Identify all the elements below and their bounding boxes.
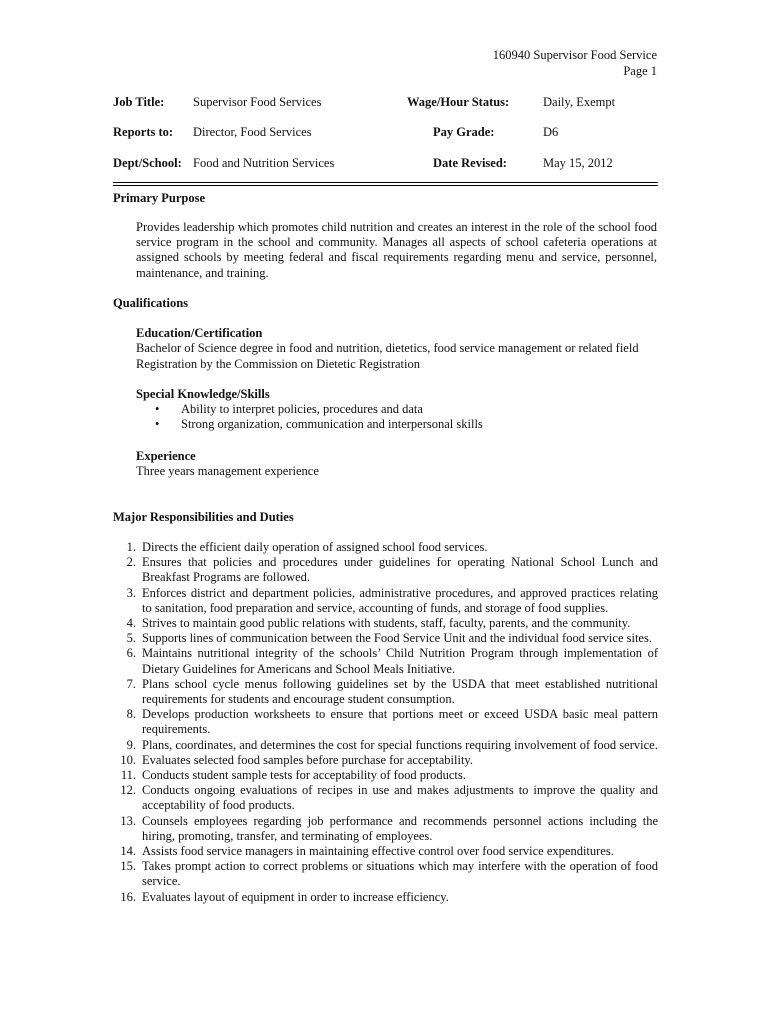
list-item	[113, 783, 658, 813]
item-number: 2.	[126, 555, 136, 570]
date-revised-value: May 15, 2012	[543, 156, 613, 170]
item-text: Strives to maintain good public relations with students, staff, faculty, parents, and the community.	[142, 616, 631, 631]
list-item	[155, 417, 483, 432]
item-text: Takes prompt action to correct problems or situations which may interfere with the operation of food service.	[142, 859, 658, 889]
item-text: Maintains nutritional integrity of the schools’ Child Nutrition Program through implementation of Dietary Guidelines for Americans and School Meals Initiative.	[142, 646, 658, 676]
item-text: Directs the efficient daily operation of assigned school food services.	[142, 540, 488, 554]
skill-text: Strong organization, communication and interpersonal skills	[181, 417, 483, 432]
item-number: 14.	[120, 844, 136, 859]
item-text: Enforces district and department policies, administrative procedures, and approved practices relating to sanitation, food preparation and service, accounting of funds, and storage of food supplies.	[142, 585, 658, 615]
education-line-1: Bachelor of Science degree in food and nutrition, dietetics, food service management or related field	[136, 341, 639, 355]
item-text: Counsels employees regarding job performance and recommends personnel actions including the hiring, promoting, transfer, and terminating of employees.	[142, 813, 658, 843]
list-item	[113, 616, 658, 631]
list-item	[113, 814, 658, 844]
duties-heading: Major Responsibilities and Duties	[113, 510, 294, 524]
list-item	[113, 738, 658, 753]
item-text: Develops production worksheets to ensure that portions meet or exceed USDA basic meal pattern requirements.	[142, 707, 658, 737]
item-number: 11.	[120, 768, 136, 783]
date-revised-label: Date Revised:	[433, 156, 507, 170]
document-title: 160940 Supervisor Food Service	[492, 48, 657, 62]
experience-line: Three years management experience	[136, 464, 319, 478]
item-text: Assists food service managers in maintaining effective control over food service expenditures.	[142, 844, 614, 859]
item-number: 4.	[126, 616, 136, 631]
item-text: Supports lines of communication between the Food Service Unit and the individual food service sites.	[142, 631, 652, 646]
list-item	[113, 646, 658, 676]
job-title-label: Job Title:	[113, 95, 165, 109]
education-heading: Education/Certification	[136, 326, 263, 340]
item-number: 10.	[120, 752, 136, 767]
bullet-icon: •	[155, 402, 160, 416]
list-item	[155, 402, 483, 417]
pay-grade-label: Pay Grade:	[433, 125, 495, 139]
item-number: 9.	[126, 737, 136, 752]
item-number: 1.	[126, 540, 136, 554]
item-number: 5.	[126, 631, 136, 646]
list-item	[113, 768, 658, 783]
qualifications-heading: Qualifications	[113, 296, 189, 310]
bullet-icon: •	[155, 417, 160, 432]
reports-to-label: Reports to:	[113, 125, 174, 139]
list-item	[113, 844, 658, 859]
page-number: Page 1	[623, 64, 657, 78]
item-number: 16.	[120, 889, 136, 904]
primary-purpose-text: Provides leadership which promotes child nutrition and creates an interest in the role of the school food service program in the school and community. Manages all aspects of school cafeteria operations at assigned schools by meeting federal and fiscal requirements regarding menu and service, personnel, maintenance, and training.	[136, 220, 657, 280]
item-text: Plans school cycle menus following guidelines set by the USDA that meet established nutritional requirements for students and encourage student consumption.	[142, 676, 658, 707]
list-item	[113, 753, 658, 768]
list-item	[113, 890, 658, 905]
list-item	[113, 586, 658, 616]
pay-grade-value: D6	[543, 125, 559, 139]
divider-rule-bottom	[113, 185, 658, 186]
list-item	[113, 540, 658, 555]
item-text: Evaluates layout of equipment in order to increase efficiency.	[142, 889, 449, 904]
skills-heading: Special Knowledge/Skills	[136, 387, 270, 401]
item-number: 7.	[126, 676, 136, 691]
item-number: 3.	[126, 585, 136, 600]
wage-status-label: Wage/Hour Status:	[407, 95, 510, 109]
item-number: 13.	[120, 813, 136, 828]
skill-text: Ability to interpret policies, procedures and data	[181, 402, 423, 416]
item-text: Plans, coordinates, and determines the cost for special functions requiring involvement of food service.	[142, 737, 658, 752]
item-text: Conducts ongoing evaluations of recipes in use and makes adjustments to improve the quality and acceptability of food products.	[142, 783, 658, 813]
page-header	[493, 47, 657, 79]
wage-status-value: Daily, Exempt	[543, 95, 616, 109]
divider-rule-top	[113, 182, 658, 183]
skills-list	[155, 402, 483, 433]
experience-heading: Experience	[136, 449, 196, 463]
item-text: Evaluates selected food samples before purchase for acceptability.	[142, 752, 473, 767]
primary-purpose-heading: Primary Purpose	[113, 191, 205, 205]
duties-list	[113, 540, 658, 905]
list-item	[113, 707, 658, 737]
list-item	[113, 859, 658, 889]
item-text: Conducts student sample tests for acceptability of food products.	[142, 768, 466, 783]
education-line-2: Registration by the Commission on Dietetic Registration	[136, 357, 420, 371]
job-title-value: Supervisor Food Services	[193, 95, 322, 109]
item-number: 8.	[126, 707, 136, 722]
item-number: 6.	[126, 646, 136, 661]
list-item	[113, 555, 658, 585]
dept-school-value: Food and Nutrition Services	[193, 156, 335, 170]
item-number: 15.	[120, 859, 136, 874]
reports-to-value: Director, Food Services	[193, 125, 312, 139]
item-text: Ensures that policies and procedures under guidelines for operating National School Lunch and Breakfast Programs are followed.	[142, 555, 658, 585]
list-item	[113, 677, 658, 707]
item-number: 12.	[120, 783, 136, 798]
list-item	[113, 631, 658, 646]
dept-school-label: Dept/School:	[113, 156, 182, 170]
